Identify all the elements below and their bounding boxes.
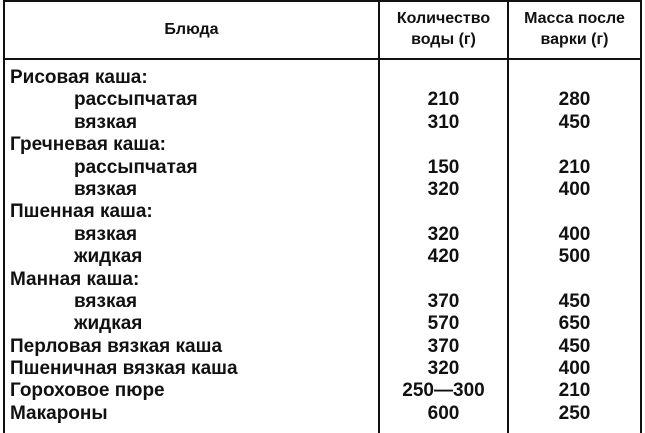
cooked-mass: 210	[558, 156, 591, 178]
water-amount: 320	[427, 223, 460, 245]
table-row	[0, 112, 645, 134]
cooked-mass: 500	[558, 246, 591, 268]
table-row	[0, 269, 645, 291]
water-amount: 570	[427, 313, 460, 335]
header-water	[380, 0, 507, 58]
dish-name: вязкая	[74, 290, 138, 312]
table-row	[0, 157, 645, 179]
cooked-mass: 450	[558, 335, 591, 357]
cooked-mass: 450	[558, 111, 591, 133]
header-water-line1: Количество	[396, 10, 491, 27]
table-row	[0, 403, 645, 425]
dish-name: жидкая	[74, 246, 143, 268]
water-amount: 150	[427, 156, 460, 178]
dish-name: рассыпчатая	[74, 89, 198, 111]
table-row	[0, 179, 645, 201]
water-amount: 420	[427, 246, 460, 268]
water-amount: 320	[427, 358, 460, 380]
header-dish-label: Блюда	[164, 20, 219, 38]
water-amount: 600	[427, 402, 460, 424]
table-body	[0, 67, 645, 425]
dish-name: Манная каша:	[10, 268, 140, 290]
table-row	[0, 134, 645, 156]
cooked-mass: 400	[558, 178, 591, 200]
header-mass-line1: Масса после	[524, 10, 625, 27]
table-row	[0, 89, 645, 111]
table-row	[0, 224, 645, 246]
water-amount: 370	[427, 335, 460, 357]
header-bottom-rule	[3, 58, 642, 60]
table-row	[0, 313, 645, 335]
dish-name: Пшенная каша:	[10, 201, 153, 223]
header-dish	[5, 0, 378, 58]
cooked-mass: 280	[558, 89, 591, 111]
dish-name: Гороховое пюре	[10, 380, 165, 402]
cooked-mass: 450	[558, 290, 591, 312]
dish-name: Макароны	[10, 402, 108, 424]
dish-name: вязкая	[74, 111, 138, 133]
dish-name: жидкая	[74, 313, 143, 335]
dish-name: Рисовая каша:	[10, 67, 148, 88]
table-row	[0, 246, 645, 268]
dish-name: Перловая вязкая каша	[10, 335, 223, 357]
table-row	[0, 201, 645, 223]
cooked-mass: 400	[558, 358, 591, 380]
cooked-mass: 250	[558, 402, 591, 424]
water-amount: 210	[427, 89, 460, 111]
cooked-mass: 400	[558, 223, 591, 245]
dish-name: Пшеничная вязкая каша	[10, 358, 238, 380]
water-amount: 370	[427, 290, 460, 312]
table-row	[0, 380, 645, 402]
dish-name: вязкая	[74, 223, 138, 245]
table-row	[0, 67, 645, 89]
cooked-mass: 650	[558, 313, 591, 335]
water-amount: 320	[427, 178, 460, 200]
table-row	[0, 291, 645, 313]
table-row	[0, 336, 645, 358]
water-amount: 250—300	[402, 380, 485, 402]
dish-name: вязкая	[74, 178, 138, 200]
dish-name: Гречневая каша:	[10, 134, 166, 156]
dish-name: рассыпчатая	[74, 156, 198, 178]
header-mass	[509, 0, 640, 58]
header-water-line2: воды (г)	[411, 31, 476, 48]
table-row	[0, 358, 645, 380]
header-mass-line2: варки (г)	[540, 31, 609, 48]
cooked-mass: 210	[558, 380, 591, 402]
water-amount: 310	[427, 111, 460, 133]
